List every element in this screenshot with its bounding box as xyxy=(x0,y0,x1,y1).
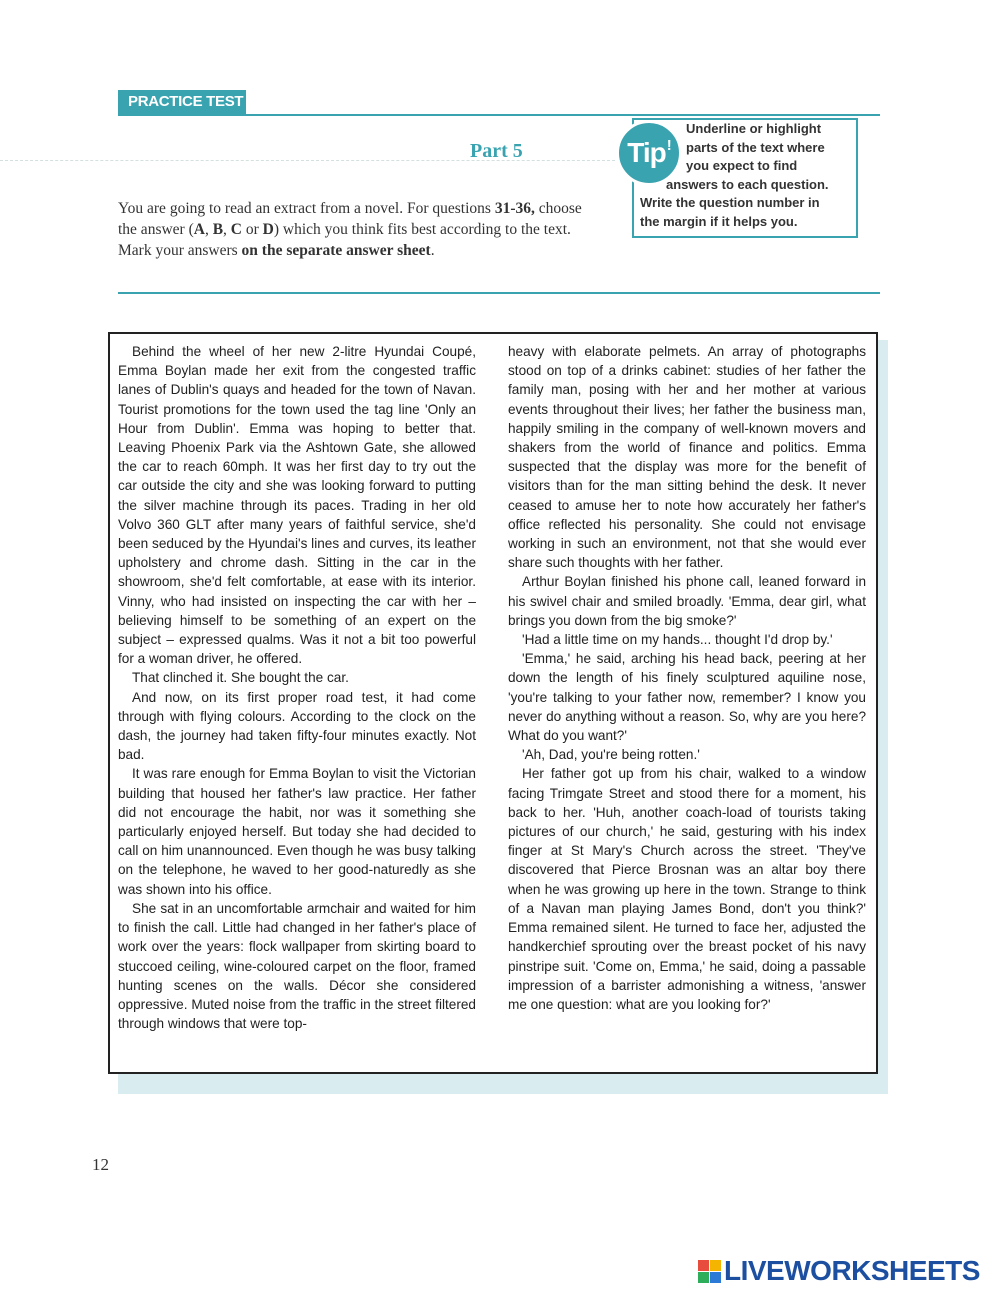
dashed-divider xyxy=(0,160,620,161)
tip-line: the margin if it helps you. xyxy=(640,213,798,229)
instructions: You are going to read an extract from a novel. For questions 31-36, choose the answer (A, B, C or D) which you think fits best according to the text. Mark your answers on the separate answer sheet. xyxy=(118,200,582,259)
part-title: Part 5 xyxy=(470,140,523,162)
paragraph: 'Had a little time on my hands... thought I'd drop by.' xyxy=(522,632,833,648)
logo-icon xyxy=(698,1260,721,1283)
paragraph: 'Ah, Dad, you're being rotten.' xyxy=(522,747,700,763)
paragraph: And now, on its first proper road test, it had come through with flying colours. According to the clock on the dash, the journey had taken fifty-four minutes exactly. Not bad. xyxy=(118,689,476,763)
liveworksheets-logo[interactable] xyxy=(698,1256,980,1286)
paragraph: That clinched it. She bought the car. xyxy=(132,670,349,686)
paragraph: 'Emma,' he said, arching his head back, peering at her down the length of his finely sculptured aquiline nose, 'you're talking to your father now, remember? I know you never do anything without a reason. So, why are you here? What do you want?' xyxy=(508,651,866,744)
tip-line: parts of the text where xyxy=(686,139,825,155)
paragraph: She sat in an uncomfortable armchair and waited for him to finish the call. Little had changed in her father's place of work over the years: flock wallpaper from skirting board to stuccoed ceiling, wine-coloured carpet on the floor, framed hunting scenes on the walls. Décor she considered oppressive. Muted noise from the traffic in the street filtered through windows that were top- xyxy=(118,900,476,1032)
paragraph: Her father got up from his chair, walked to a window facing Trimgate Street and stood there for a moment, his back to her. 'Huh, another coach-load of tourists taking pictures of our church,' he said, gesturing with his index finger at St Mary's Church across the street. 'They've discovered that Pierce Brosnan was an altar boy there when he was growing up here in the town. Strange to think of a Navan man playing James Bond, don't you think?' Emma remained silent. He turned to face her, adjusted the handkerchief sprouting over the breast pocket of his navy pinstripe suit. 'Come on, Emma,' he said, doing a passable impression of a barrister admonishing a witness, 'answer me one question: what are you looking for?' xyxy=(508,766,866,1012)
tip-line: you expect to find xyxy=(686,158,798,173)
paragraph: heavy with elaborate pelmets. An array of photographs stood on top of a drinks cabinet: studies of her father the family man, posing with her and her mother at various events throughout their lives; her father the business man, happily smiling in the company of well-known movers and shakers from the world of finance and politics. Emma suspected that the display was more for the benefit of visitors than for the man sitting behind the desk. It never ceased to amuse her to note how accurately her father's office reflected his personality. She could not envisage working in such an environment, not that she would ever share such thoughts with her father. xyxy=(508,344,866,571)
tip-icon: Tip ! xyxy=(616,120,682,186)
top-divider xyxy=(118,114,880,116)
section-divider xyxy=(118,292,880,294)
text-column-right xyxy=(508,342,866,1014)
page-number: 12 xyxy=(92,1155,109,1174)
paragraph: It was rare enough for Emma Boylan to visit the Victorian building that housed her father's law practice. Her father did not encourage the habit, nor was it something she particularly enjoyed herself. But today she had decided to call on him unannounced. Even though he was busy talking on the telephone, he waved to her good-naturedly as she was shown into his office. xyxy=(118,766,476,897)
text-column-left xyxy=(118,342,476,1033)
tip-line: Write the question number in xyxy=(640,195,820,210)
paragraph: Arthur Boylan finished his phone call, leaned forward in his swivel chair and smiled broadly. 'Emma, dear girl, what brings you down from the big smoke?' xyxy=(508,574,866,628)
tip-line: Underline or highlight xyxy=(686,121,822,136)
paragraph: Behind the wheel of her new 2-litre Hyundai Coupé, Emma Boylan made her exit from the congested traffic lanes of Dublin's quays and headed for the town of Navan. Tourist promotions for the town used the tag line 'Only an Hour from Dublin'. Emma was hoping to better that. Leaving Phoenix Park via the Ashtown Gate, she allowed the car to reach 60mph. It was her first day to try out the car outside the city and she was looking forward to putting the silver machine through its paces. Trading in her old Volvo 360 GLT after many years of faithful service, she'd been seduced by the Hyundai's lines and curves, its leather upholstery and chrome dash. Sitting in the car in the showroom, she'd felt comfortable, at ease with its interior. Vinny, who had insisted on inspecting the car with her – believing himself to be something of an expert on the subject – expressed qualms. Was it not a bit too powerful for a woman driver, he offered. xyxy=(118,344,476,667)
logo-text: LIVEWORKSHEETS xyxy=(724,1255,980,1286)
practice-test-tag: PRACTICE TEST 1 xyxy=(118,90,246,114)
tip-line: answers to each question. xyxy=(666,176,829,192)
reading-text-box xyxy=(108,332,878,1074)
